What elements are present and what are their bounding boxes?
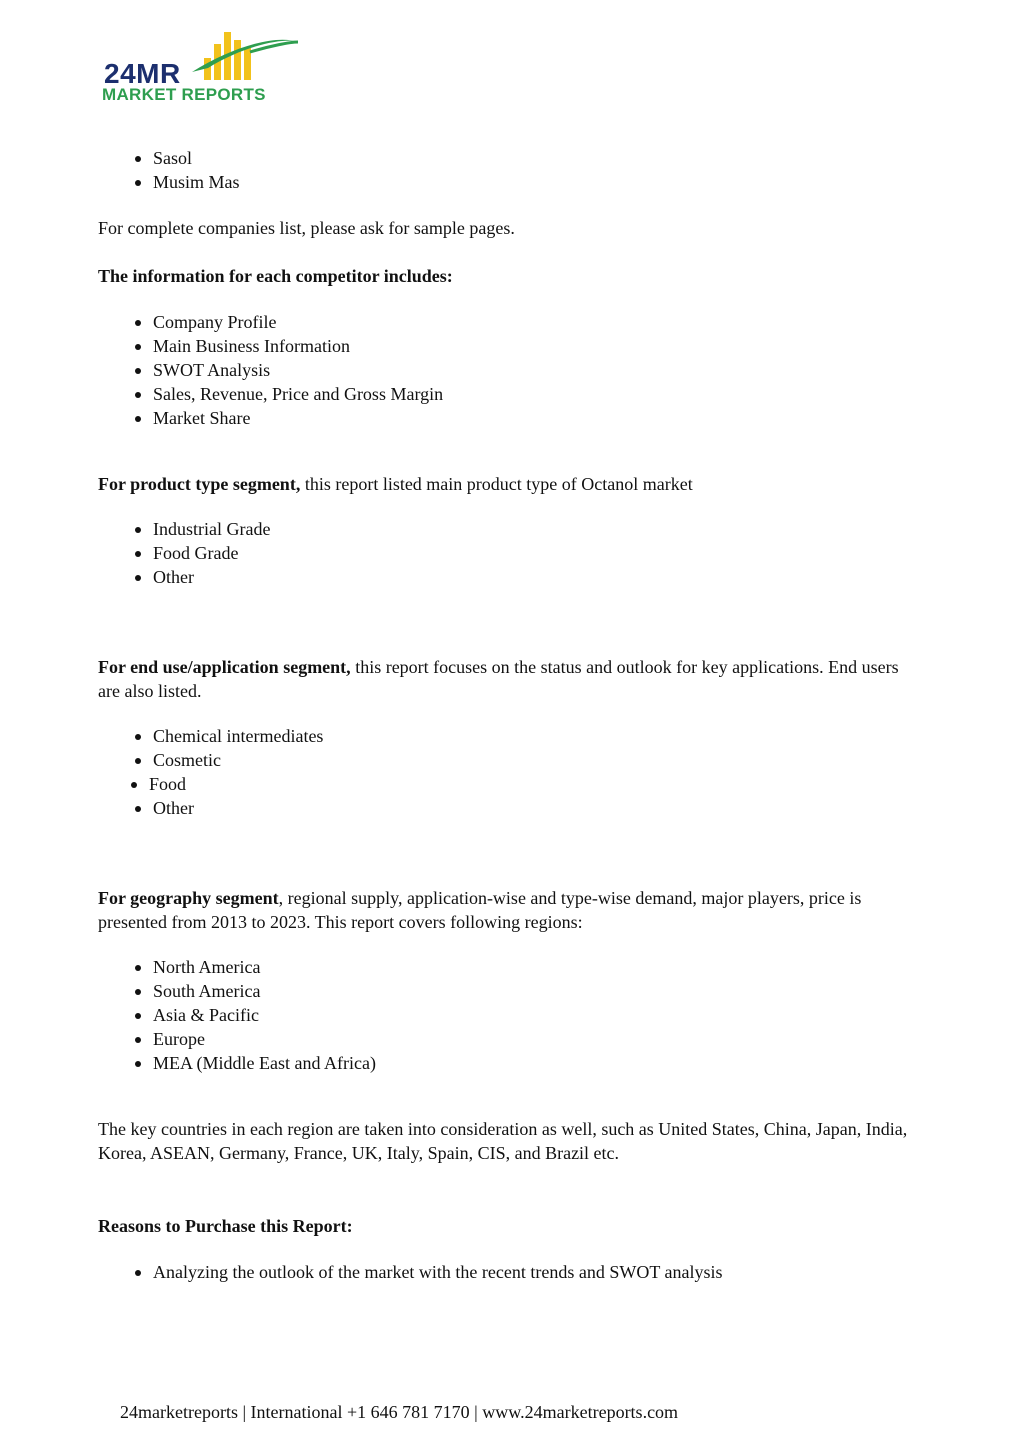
product-type-list (98, 517, 918, 589)
application-segment-paragraph: For end use/application segment, this report focuses on the status and outlook for key applications. End users are also listed. (98, 657, 899, 701)
list-item: Other (153, 796, 918, 820)
list-item: MEA (Middle East and Africa) (153, 1051, 918, 1075)
logo-tagline: MARKET REPORTS (102, 85, 266, 104)
list-item: Musim Mas (153, 170, 918, 194)
geography-segment-label: For geography segment (98, 888, 279, 908)
list-item: Analyzing the outlook of the market with the recent trends and SWOT analysis (153, 1260, 918, 1284)
list-item: North America (153, 955, 918, 979)
application-list (98, 724, 918, 820)
list-item: Sasol (153, 146, 918, 170)
list-item: Asia & Pacific (153, 1003, 918, 1027)
competitor-list (98, 310, 918, 430)
list-item: Sales, Revenue, Price and Gross Margin (153, 382, 918, 406)
geography-segment-paragraph: For geography segment, regional supply, application-wise and type-wise demand, major players, price is presented from 2013 to 2023. This report covers following regions: (98, 888, 862, 932)
list-item: South America (153, 979, 918, 1003)
application-segment-label: For end use/application segment, (98, 657, 351, 677)
document-body (98, 146, 918, 1284)
list-item: Food (149, 772, 918, 796)
list-item: Industrial Grade (153, 517, 918, 541)
region-list (98, 955, 918, 1075)
complete-list-note: For complete companies list, please ask for sample pages. (98, 218, 515, 238)
list-item: Main Business Information (153, 334, 918, 358)
competitor-heading: The information for each competitor includes: (98, 266, 453, 286)
list-item: Cosmetic (153, 748, 918, 772)
countries-note: The key countries in each region are taken into consideration as well, such as United States, China, Japan, India, Korea, ASEAN, Germany, France, UK, Italy, Spain, CIS, and Brazil etc. (98, 1119, 908, 1163)
list-item: Chemical intermediates (153, 724, 918, 748)
list-item: Company Profile (153, 310, 918, 334)
list-item: SWOT Analysis (153, 358, 918, 382)
list-item: Market Share (153, 406, 918, 430)
companies-list (98, 146, 918, 194)
product-segment-label: For product type segment, (98, 474, 301, 494)
list-item: Food Grade (153, 541, 918, 565)
reasons-heading: Reasons to Purchase this Report: (98, 1216, 353, 1236)
list-item: Other (153, 565, 918, 589)
page-footer: 24marketreports | International +1 646 781 7170 | www.24marketreports.com (120, 1402, 679, 1422)
reasons-list (98, 1260, 918, 1284)
company-logo (100, 28, 310, 110)
logo-wordmark: 24MR (104, 58, 181, 89)
product-segment-paragraph: For product type segment, this report listed main product type of Octanol market (98, 474, 693, 494)
list-item: Europe (153, 1027, 918, 1051)
